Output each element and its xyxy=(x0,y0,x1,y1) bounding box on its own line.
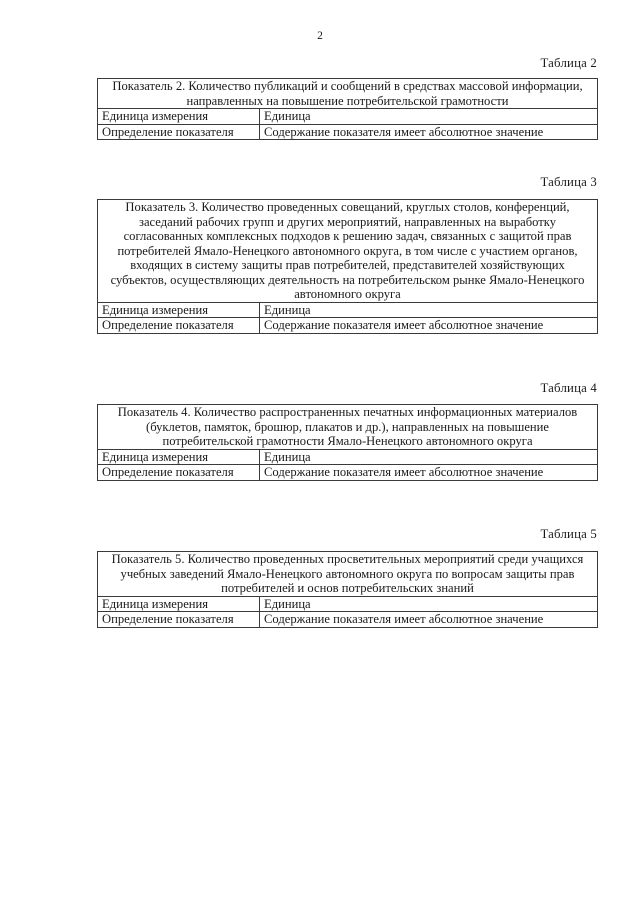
table-row xyxy=(98,449,598,465)
row-label: Определение показателя xyxy=(98,124,260,140)
indicator-table xyxy=(97,78,598,140)
row-label: Определение показателя xyxy=(98,318,260,334)
row-label: Единица измерения xyxy=(98,449,260,465)
table-row xyxy=(98,465,598,481)
row-label: Определение показателя xyxy=(98,612,260,628)
indicator-title: Показатель 3. Количество проведенных совещаний, круглых столов, конференций, заседаний рабочих групп и других мероприятий, направленных на выработку согласованных комплексных подходов к решению задач, связанных с защитой прав потребителей Ямало-Ненецкого автономного округа, в том числе с участием органов, входящих в систему защиты прав потребителей, представителей хозяйствующих субъектов, осуществляющих деятельность на потребительском рынке Ямало-Ненецкого автономного округа xyxy=(98,200,598,303)
page-number: 2 xyxy=(317,30,323,42)
indicator-table xyxy=(97,199,598,334)
row-value: Содержание показателя имеет абсолютное значение xyxy=(260,465,598,481)
table-row xyxy=(98,596,598,612)
row-value: Единица xyxy=(260,449,598,465)
table-caption: Таблица 3 xyxy=(540,175,597,189)
indicator-title: Показатель 2. Количество публикаций и сообщений в средствах массовой информации, направленных на повышение потребительской грамотности xyxy=(98,79,598,109)
indicator-table xyxy=(97,551,598,628)
table-row xyxy=(98,612,598,628)
row-value: Содержание показателя имеет абсолютное значение xyxy=(260,318,598,334)
indicator-title: Показатель 5. Количество проведенных просветительных мероприятий среди учащихся учебных заведений Ямало-Ненецкого автономного округа по вопросам защиты прав потребителей и основ потребительских знаний xyxy=(98,552,598,597)
table-caption: Таблица 4 xyxy=(540,381,597,395)
table-caption: Таблица 2 xyxy=(540,56,597,70)
indicator-table xyxy=(97,404,598,481)
row-value: Единица xyxy=(260,109,598,125)
row-label: Единица измерения xyxy=(98,109,260,125)
row-label: Определение показателя xyxy=(98,465,260,481)
indicator-title: Показатель 4. Количество распространенных печатных информационных материалов (буклетов, памяток, брошюр, плакатов и др.), направленных на повышение потребительской грамотности Ямало-Ненецкого автономного округа xyxy=(98,405,598,450)
table-row xyxy=(98,124,598,140)
table-row xyxy=(98,318,598,334)
table-row xyxy=(98,302,598,318)
table-row xyxy=(98,109,598,125)
row-value: Содержание показателя имеет абсолютное значение xyxy=(260,124,598,140)
row-label: Единица измерения xyxy=(98,596,260,612)
row-value: Содержание показателя имеет абсолютное значение xyxy=(260,612,598,628)
row-value: Единица xyxy=(260,596,598,612)
row-value: Единица xyxy=(260,302,598,318)
row-label: Единица измерения xyxy=(98,302,260,318)
table-caption: Таблица 5 xyxy=(540,527,597,541)
